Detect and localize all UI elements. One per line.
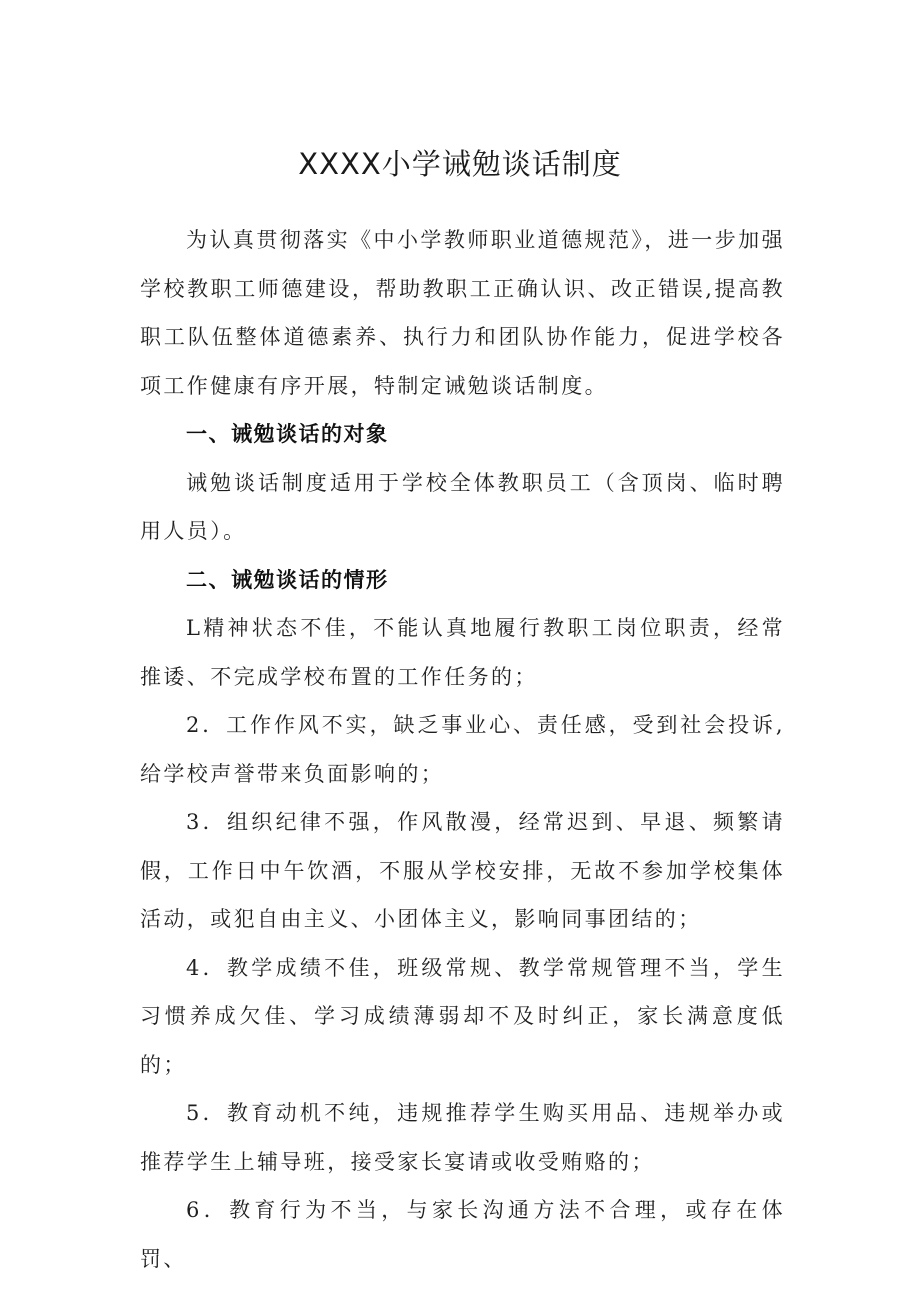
circumstance-item: L精神状态不佳，不能认真地履行教职工岗位职责，经常推诿、不完成学校布置的工作任务的；: [140, 616, 785, 689]
section-targets-paragraph: 诫勉谈话制度适用于学校全体教职员工（含顶岗、临时聘用人员）。: [140, 470, 785, 543]
document-title: XXXX小学诫勉谈话制度: [298, 147, 622, 181]
circumstance-item: 3．组织纪律不强，作风散漫，经常迟到、早退、频繁请假，工作日中午饮酒，不服从学校安排，无故不参加学校集体活动，或犯自由主义、小团体主义，影响同事团结的；: [140, 810, 785, 931]
circumstance-item: 4．教学成绩不佳，班级常规、教学常规管理不当，学生习惯养成欠佳、学习成绩薄弱却不及时纠正，家长满意度低的；: [140, 955, 785, 1077]
circumstance-item: 2．工作作风不实，缺乏事业心、责任感，受到社会投诉,给学校声誉带来负面影响的；: [140, 713, 785, 786]
section-heading-circumstances: 二、诫勉谈话的情形: [186, 567, 389, 592]
intro-paragraph: 为认真贯彻落实《中小学教师职业道德规范》，进一步加强学校教职工师德建设，帮助教职工正确认识、改正错误,提高教职工队伍整体道德素养、执行力和团队协作能力，促进学校各项工作健康有序开展，特制定诫勉谈话制度。: [140, 228, 785, 398]
document-body: [140, 216, 785, 1283]
circumstance-item: 5．教育动机不纯，违规推荐学生购买用品、违规举办或推荐学生上辅导班，接受家长宴请或收受贿赂的；: [140, 1101, 785, 1174]
circumstance-item: 6．教育行为不当，与家长沟通方法不合理，或存在体罚、: [140, 1198, 785, 1271]
section-heading-targets: 一、诫勉谈话的对象: [186, 422, 389, 446]
